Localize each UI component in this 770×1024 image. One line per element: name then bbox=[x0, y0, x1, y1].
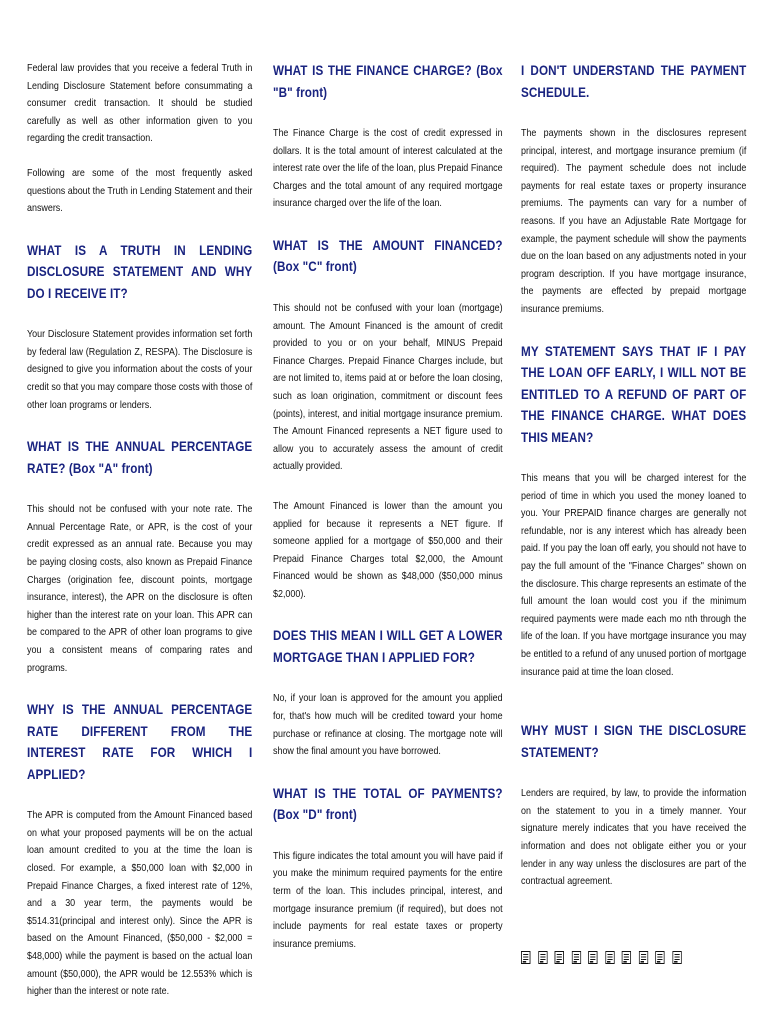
heading-payment-schedule: I DON'T UNDERSTAND THE PAYMENT SCHEDULE. bbox=[521, 63, 747, 100]
paragraph-amount-financed: This should not be confused with your loan (mortgage) amount. The Amount Financed is the amount of credit provided to you or on your behalf, MINUS Prepaid Finance Charges. Prepaid Finance Charges include, but are not limited to, items paid at or before the loan closing, such as loan origination, commitment or discount fees (points), interest, and initial mortgage insurance premium. The Amount Financed represents a NET figure used to allow you to accurately assess the amount of credit actually provided. bbox=[273, 302, 503, 473]
paragraph-lower-mortgage: No, if your loan is approved for the amount you applied for, that's how much will be credited toward your home purchase or refinance at closing. The mortgage note will show the final amount you have borrowed. bbox=[273, 693, 503, 758]
column-left bbox=[27, 60, 252, 1001]
document-icon bbox=[588, 951, 597, 964]
paragraph-sign-disclosure: Lenders are required, by law, to provide the information on the statement to you in a timely manner. Your signature merely indicates that you have received the information and does not obligate either you or your lender in any way unless the disclosures are part of the contractual agreement. bbox=[521, 788, 747, 888]
paragraph-payment-schedule: The payments shown in the disclosures represent principal, interest, and mortgage insurance premium (if required). The payment schedule does not include payments for real estate taxes or property insurance premiums. The payments can vary for a number of reasons. If you have an Adjustable Rate Mortgage for example, the payment schedule will show the payments due on the loan based on any adjustments noted in your program description. If you have mortgage insurance, the payments are effected by prepaid mortgage insurance premiums. bbox=[521, 128, 747, 315]
heading-amount-financed: WHAT IS THE AMOUNT FINANCED? (Box "C" front) bbox=[273, 237, 503, 275]
document-icon-row bbox=[521, 951, 746, 964]
document-icon bbox=[555, 951, 564, 964]
paragraph-total-payments: This figure indicates the total amount you will have paid if you make the minimum required payments for the entire term of the loan. This includes principal, interest, and mortgage insurance premium (if required), but does not include payments for real estate taxes or property insurance premiums. bbox=[273, 850, 503, 950]
intro-paragraph: Federal law provides that you receive a federal Truth in Lending Disclosure Statement before consummating a consumer credit transaction. It should be studied carefully as well as other information given to you regarding the credit transaction. bbox=[27, 63, 253, 145]
heading-pay-off-early: MY STATEMENT SAYS THAT IF I PAY THE LOAN OFF EARLY, I WILL NOT BE ENTITLED TO A REFUND OF PART OF THE FINANCE CHARGE. WHAT DOES THIS MEAN? bbox=[521, 343, 747, 445]
heading-lower-mortgage: DOES THIS MEAN I WILL GET A LOWER MORTGAGE THAN I APPLIED FOR? bbox=[273, 628, 503, 665]
heading-what-is-tila: WHAT IS A TRUTH IN LENDING DISCLOSURE STATEMENT AND WHY DO I RECEIVE IT? bbox=[27, 242, 253, 301]
heading-apr-different: WHY IS THE ANNUAL PERCENTAGE RATE DIFFERENT FROM THE INTEREST RATE FOR WHICH I APPLIED? bbox=[27, 702, 253, 782]
document-icon bbox=[605, 951, 614, 964]
paragraph-tila: Your Disclosure Statement provides information set forth by federal law (Regulation Z, RESPA). The Disclosure is designed to give you information about the costs of your credit so that you may compare those costs with those of other loan programs or lenders. bbox=[27, 329, 253, 411]
document-icon bbox=[672, 951, 681, 964]
document-icon bbox=[638, 951, 647, 964]
paragraph-amount-financed-2: The Amount Financed is lower than the amount you applied for because it represents a NET figure. If someone applied for a mortgage of $50,000 and their Prepaid Finance Charges total $2,000, the Amount Financed would be shown as $48,000 ($50,000 minus $2,000). bbox=[273, 500, 503, 600]
column-middle bbox=[273, 60, 503, 953]
document-icon bbox=[521, 951, 530, 964]
heading-sign-disclosure: WHY MUST I SIGN THE DISCLOSURE STATEMENT? bbox=[521, 723, 747, 760]
heading-total-payments: WHAT IS THE TOTAL OF PAYMENTS? (Box "D" front) bbox=[273, 785, 503, 823]
heading-finance-charge: WHAT IS THE FINANCE CHARGE? (Box "B" front) bbox=[273, 63, 503, 100]
document-icon bbox=[622, 951, 631, 964]
paragraph-apr-different: The APR is computed from the Amount Financed based on what your proposed payments will be on the actual loan amount credited to you at the time the loan is closed. For example, a $50,000 loan with $2,000 in Prepaid Finance Charges, a fixed interest rate of 12%, and a 30 year term, the payments would be $514.31(principal and interest only). Since the APR is based on the Amount Financed, ($50,000 - $2,000 = $48,000) while the payment is based on the actual loan amount ($50,000), the APR would be 12.553% which is higher than the interest or note rate. bbox=[27, 810, 253, 998]
paragraph-apr: This should not be confused with your note rate. The Annual Percentage Rate, or APR, is the cost of your credit expressed as an annual rate. Because you may be paying closing costs, also known as Prepaid Finance Charges (origination fee, discount points, mortgage insurance, interest), the APR on the disclosure is often higher than the interest rate on your loan. This APR can be compared to the APR of other loan programs to give you a consistent means of comparing rates and programs. bbox=[27, 504, 253, 674]
document-icon bbox=[655, 951, 664, 964]
intro-paragraph-2: Following are some of the most frequently asked questions about the Truth in Lending Statement and their answers. bbox=[27, 167, 253, 215]
paragraph-pay-off-early: This means that you will be charged interest for the period of time in which you used the money loaned to you. Your PREPAID finance charges are generally not refundable, nor is any interest which has already been paid. If you pay the loan off early, you should not have to pay the full amount of the "Finance Charges" shown on the disclosure. This charge represents an estimate of the full amount the loan would cost you if the minimum required payments were made each mo nth through the life of the loan. If you have mortgage insurance you may be entitled to a refund of any unused portion of mortgage insurance paid at time the loan closed. bbox=[521, 473, 747, 678]
paragraph-finance-charge: The Finance Charge is the cost of credit expressed in dollars. It is the total amount of interest calculated at the interest rate over the life of the loan, plus Prepaid Finance Charges and the total amount of any required mortgage insurance charged over the life of the loan. bbox=[273, 128, 503, 210]
document-icon bbox=[538, 951, 547, 964]
document-icon bbox=[571, 951, 580, 964]
heading-apr: WHAT IS THE ANNUAL PERCENTAGE RATE? (Box "A" front) bbox=[27, 439, 253, 476]
column-right bbox=[521, 60, 746, 964]
